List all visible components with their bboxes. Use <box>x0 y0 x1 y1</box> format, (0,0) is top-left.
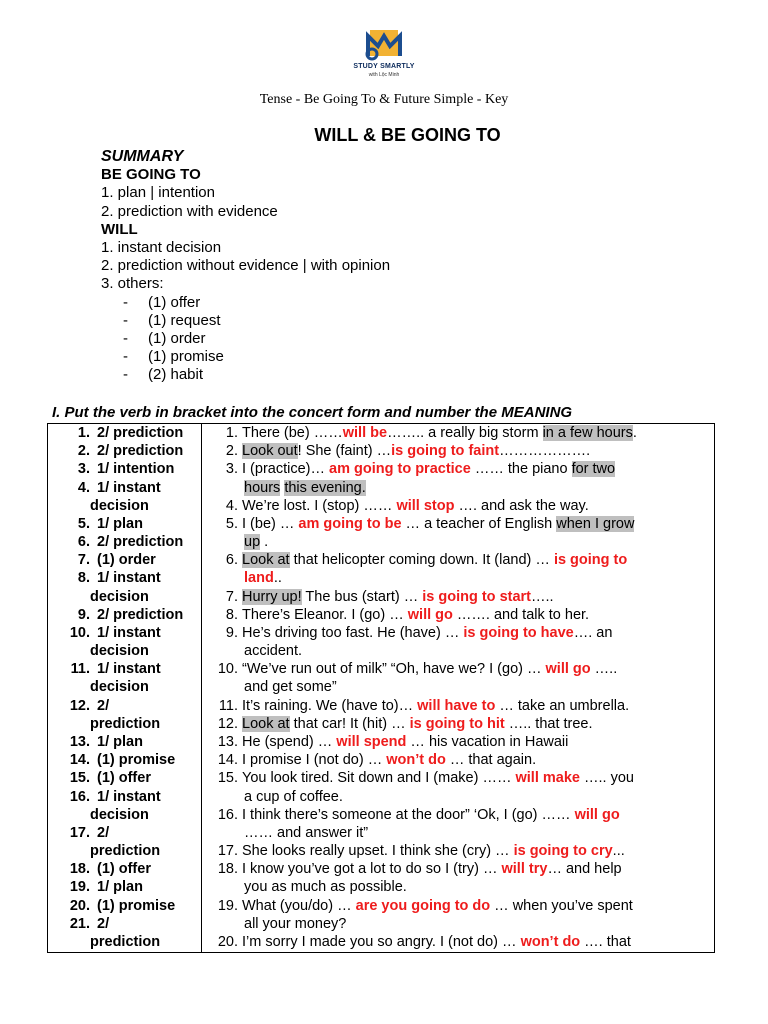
answer-highlight: will spend <box>336 734 407 750</box>
question-text: up . <box>244 534 269 550</box>
list-item: 3. others: <box>101 275 164 293</box>
dash: - <box>123 293 128 311</box>
question-text: I think there’s someone at the door” ‘Ok, I (go) …… will go <box>242 807 620 823</box>
question-number: 14. <box>217 752 238 768</box>
answer-number: 6. <box>77 534 90 550</box>
answer-highlight: won’t do <box>386 752 446 768</box>
answer-number: 20. <box>69 898 90 914</box>
answer-text: prediction <box>90 716 161 732</box>
time-marker: hours <box>244 480 281 496</box>
question-text: accident. <box>244 643 303 659</box>
list-item: 1. instant decision <box>101 239 222 257</box>
question-number: 2. <box>225 443 238 459</box>
signal-marker: Hurry up! <box>242 589 302 605</box>
time-marker: when I grow <box>556 516 635 532</box>
question-text: There’s Eleanor. I (go) … will go ……. and talk to her. <box>242 607 590 623</box>
answer-highlight: won’t do <box>520 934 581 950</box>
others-label: (1) order <box>148 330 206 348</box>
answer-highlight: will try <box>501 861 548 877</box>
answer-highlight: are you going to do <box>355 898 491 914</box>
question-text: I know you’ve got a lot to do so I (try) … will try… and help <box>242 861 622 877</box>
answer-number: 8. <box>77 570 90 586</box>
question-number: 20. <box>217 934 238 950</box>
answer-number: 18. <box>69 861 90 877</box>
question-text: and get some” <box>244 679 337 695</box>
question-number: 12. <box>217 716 238 732</box>
answer-highlight: is going to have <box>463 625 574 641</box>
question-number: 6. <box>225 552 238 568</box>
summary-heading: SUMMARY <box>101 148 184 165</box>
answer-highlight: am going to be <box>298 516 402 532</box>
dash: - <box>123 311 128 329</box>
signal-marker: Look out <box>242 443 298 459</box>
question-text: “We’ve run out of milk” “Oh, have we? I (go) … will go ….. <box>242 661 618 677</box>
list-item: 2. prediction without evidence | with opinion <box>101 257 391 275</box>
answer-highlight: will be <box>342 425 388 441</box>
others-label: (1) promise <box>148 348 224 366</box>
answer-number: 16. <box>69 789 90 805</box>
list-item <box>101 330 390 348</box>
answer-number: 11. <box>70 661 90 677</box>
answer-number: 15. <box>69 770 90 786</box>
answer-highlight: will go <box>545 661 591 677</box>
dash: - <box>123 366 128 384</box>
list-item: 2. prediction with evidence <box>101 202 278 220</box>
answer-highlight: will stop <box>396 498 455 514</box>
will-heading: WILL <box>101 220 138 238</box>
answer-highlight: will go <box>574 807 620 823</box>
answer-highlight: land <box>244 570 274 586</box>
answer-highlight: is going to <box>553 552 628 568</box>
list-item <box>101 366 390 384</box>
answer-text: (1) offer <box>97 861 151 877</box>
answer-text: 1/ instant <box>97 661 161 677</box>
answer-text: 1/ plan <box>97 516 143 532</box>
question-text: you as much as possible. <box>244 879 407 895</box>
question-text: There (be) ……will be…….. a really big storm in a few hours. <box>242 425 637 441</box>
question-number: 17. <box>217 843 238 859</box>
answer-highlight: am going to practice <box>329 461 471 477</box>
list-item <box>101 294 390 312</box>
question-text: Hurry up! The bus (start) … is going to start….. <box>242 589 554 605</box>
answer-text: 2/ prediction <box>97 534 184 550</box>
question-text: You look tired. Sit down and I (make) …… will make ….. you <box>242 770 634 786</box>
question-number: 5. <box>225 516 238 532</box>
answer-text: (1) promise <box>97 752 176 768</box>
time-marker: in a few hours <box>542 425 633 441</box>
others-label: (2) habit <box>148 366 204 384</box>
question-number: 15. <box>217 770 238 786</box>
answer-text: decision <box>90 643 149 659</box>
answer-highlight: is going to faint <box>391 443 500 459</box>
exercise-table <box>47 423 715 953</box>
answer-highlight: will have to <box>417 698 496 714</box>
answer-text: 1/ instant <box>97 789 161 805</box>
be-going-to-heading: BE GOING TO <box>101 166 201 184</box>
logo-emblem-icon <box>348 26 420 62</box>
answer-number: 1. <box>77 425 90 441</box>
time-marker: up <box>244 534 261 550</box>
answer-number: 3. <box>77 461 90 477</box>
question-number: 7. <box>225 589 238 605</box>
answer-number: 2. <box>77 443 90 459</box>
question-text: a cup of coffee. <box>244 789 343 805</box>
study-smartly-logo <box>348 26 420 84</box>
answer-text: 1/ instant <box>97 480 161 496</box>
question-text: We’re lost. I (stop) …… will stop …. and ask the way. <box>242 498 589 514</box>
time-marker: for two <box>571 461 616 477</box>
question-text: all your money? <box>244 916 347 932</box>
question-text: It’s raining. We (have to)… will have to … take an umbrella. <box>242 698 630 714</box>
answer-text: decision <box>90 589 149 605</box>
question-text <box>244 480 366 496</box>
answer-text: decision <box>90 498 149 514</box>
answer-number: 9. <box>77 607 90 623</box>
question-text: Look at that helicopter coming down. It (land) … is going to <box>242 552 628 568</box>
answer-text: (1) offer <box>97 770 151 786</box>
answer-number: 12. <box>69 698 90 714</box>
list-item <box>101 348 390 366</box>
question-text: Look at that car! It (hit) … is going to hit ….. that tree. <box>242 716 593 732</box>
question-number: 18. <box>217 861 238 877</box>
dash: - <box>123 348 128 366</box>
answer-text: (1) order <box>97 552 156 568</box>
answer-text: 2/ <box>97 825 110 841</box>
answer-highlight: will go <box>407 607 453 623</box>
answer-text: (1) promise <box>97 898 176 914</box>
question-number: 16. <box>217 807 238 823</box>
question-text: …… and answer it” <box>244 825 369 841</box>
question-text: He (spend) … will spend … his vacation in Hawaii <box>242 734 569 750</box>
answer-text: 1/ instant <box>97 625 161 641</box>
question-number: 10. <box>217 661 238 677</box>
list-item: 1. plan | intention <box>101 184 215 202</box>
answer-highlight: will make <box>515 770 580 786</box>
question-text: I promise I (not do) … won’t do … that again. <box>242 752 537 768</box>
answer-text: 1/ plan <box>97 734 143 750</box>
logo-brand: STUDY SMARTLY <box>353 63 415 70</box>
answer-number: 13. <box>69 734 90 750</box>
question-text: What (you/do) … are you going to do … when you’ve spent <box>242 898 633 914</box>
question-number: 3. <box>225 461 238 477</box>
page-title: WILL & BE GOING TO <box>314 125 501 145</box>
answer-number: 4. <box>77 480 90 496</box>
document-header-caption: Tense - Be Going To & Future Simple - Key <box>259 92 509 107</box>
answer-number: 17. <box>69 825 90 841</box>
answer-highlight: is going to cry <box>513 843 613 859</box>
logo-tagline: with Lộc Minh <box>368 72 400 78</box>
answer-text: prediction <box>90 843 161 859</box>
question-text: land.. <box>244 570 282 586</box>
signal-marker: Look at <box>242 716 290 732</box>
question-number: 19. <box>217 898 238 914</box>
question-text: I (practice)… am going to practice …… the piano for two <box>242 461 616 477</box>
others-label: (1) offer <box>148 293 201 311</box>
answer-highlight: is going to hit <box>409 716 505 732</box>
answer-text: 1/ intention <box>97 461 175 477</box>
question-text: Look out! She (faint) …is going to faint………………. <box>242 443 591 459</box>
answer-number: 21. <box>69 916 90 932</box>
signal-marker: Look at <box>242 552 290 568</box>
question-number: 8. <box>225 607 238 623</box>
answer-number: 10. <box>69 625 90 641</box>
exercise-title: I. Put the verb in bracket into the concert form and number the MEANING <box>52 404 573 421</box>
question-number: 13. <box>217 734 238 750</box>
answer-number: 5. <box>77 516 90 532</box>
answer-text: 1/ plan <box>97 879 143 895</box>
answer-number: 19. <box>69 879 90 895</box>
answer-highlight: is going to start <box>422 589 531 605</box>
answer-number: 7. <box>77 552 90 568</box>
question-text: I’m sorry I made you so angry. I (not do) … won’t do …. that <box>242 934 631 950</box>
answer-text: decision <box>90 679 149 695</box>
question-number: 4. <box>225 498 238 514</box>
answer-text: prediction <box>90 934 161 950</box>
time-marker: this evening. <box>284 480 366 496</box>
question-number: 11. <box>218 698 238 714</box>
question-number: 9. <box>225 625 238 641</box>
question-text: She looks really upset. I think she (cry) … is going to cry... <box>242 843 625 859</box>
answer-text: 2/ prediction <box>97 607 184 623</box>
answer-text: 2/ prediction <box>97 443 184 459</box>
answer-text: 2/ <box>97 698 110 714</box>
answer-text: 2/ prediction <box>97 425 184 441</box>
summary-section <box>101 148 390 385</box>
question-number: 1. <box>225 425 238 441</box>
list-item <box>101 312 390 330</box>
others-label: (1) request <box>148 311 221 329</box>
question-text: I (be) … am going to be … a teacher of English when I grow <box>242 516 635 532</box>
answer-text: 2/ <box>97 916 110 932</box>
answer-text: decision <box>90 807 149 823</box>
answer-text: 1/ instant <box>97 570 161 586</box>
dash: - <box>123 330 128 348</box>
answer-number: 14. <box>69 752 90 768</box>
question-text: He’s driving too fast. He (have) … is going to have…. an <box>242 625 613 641</box>
